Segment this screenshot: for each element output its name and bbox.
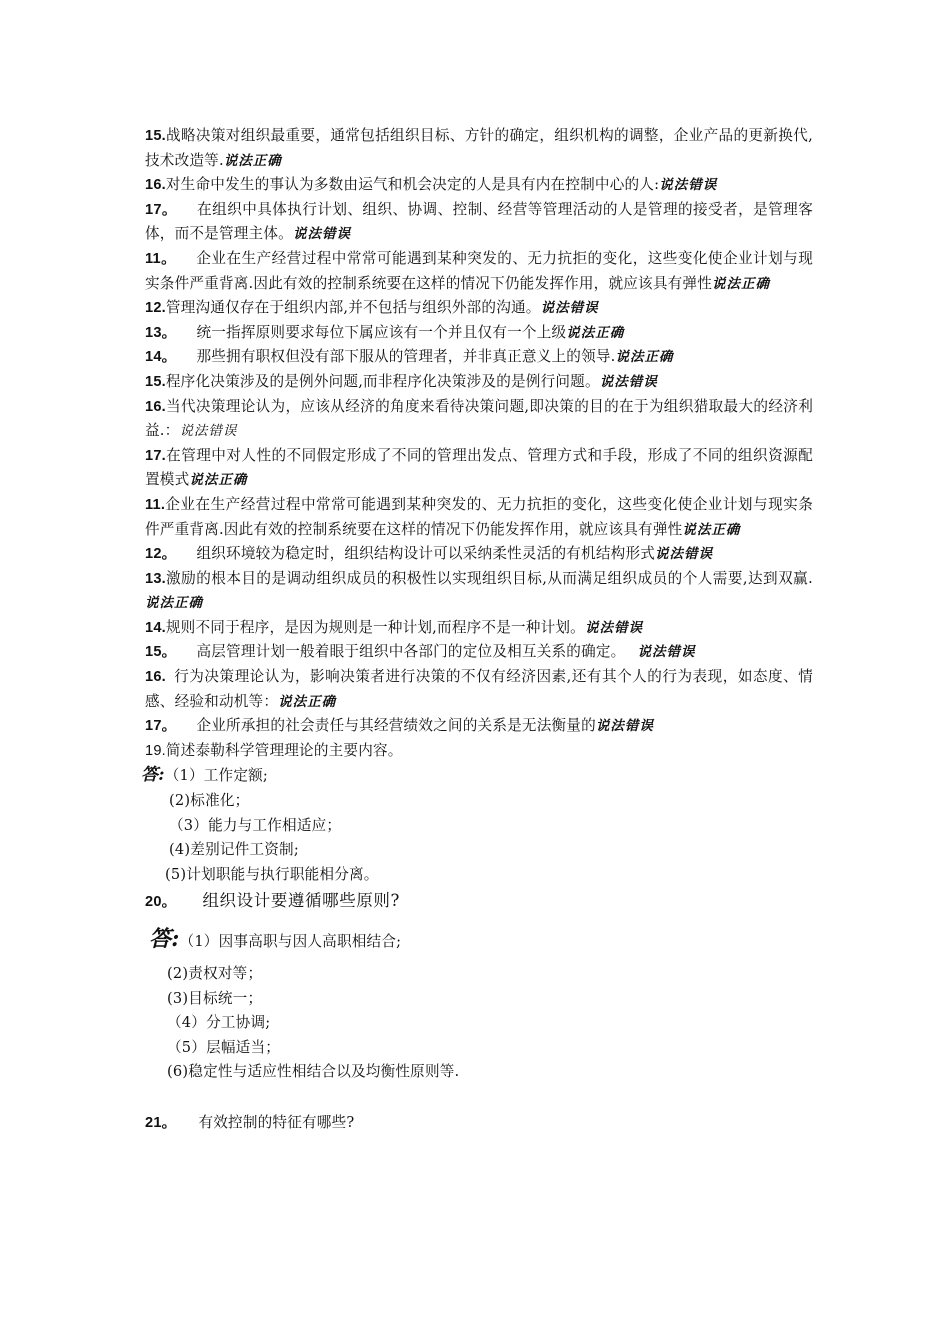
item-number: 17。 — [145, 201, 177, 218]
answer-line — [167, 1036, 813, 1061]
answer-point: (2)责权对等； — [167, 965, 263, 982]
statement-item — [145, 567, 813, 616]
answer-mark: 答: — [149, 926, 180, 952]
answer-line — [167, 1060, 813, 1085]
statement-text: 在组织中具体执行计划、组织、协调、控制、经营等管理活动的人是管理的接受者，是管理客体，而不是管理主体。 — [145, 200, 813, 243]
item-number: 13。 — [145, 324, 177, 341]
item-number: 16. — [145, 669, 166, 686]
statement-text: 那些拥有职权但没有部下服从的管理者，并非真正意义上的领导. — [196, 348, 616, 366]
answer-line — [149, 925, 813, 956]
answer-line — [169, 838, 813, 863]
statement-text: 当代决策理论认为，应该从经济的角度来看待决策问题,即决策的目的在于为组织猎取最大的经济利益.： — [145, 397, 813, 440]
verdict-label: 说法正确 — [682, 521, 741, 538]
question-19 — [145, 739, 813, 764]
statement-text: 高层管理计划一般着眼于组织中各部门的定位及相互关系的确定。 — [196, 643, 626, 661]
statement-text: 企业在生产经营过程中常常可能遇到某种突发的、无力抗拒的变化，这些变化使企业计划与现实条件严重背离.因此有效的控制系统要在这样的情况下仍能发挥作用，就应该具有弹性 — [145, 495, 813, 538]
statement-text: 企业所承担的社会责任与其经营绩效之间的关系是无法衡量的 — [196, 717, 596, 735]
statement-text: 对生命中发生的事认为多数由运气和机会决定的人是具有内在控制中心的人: — [165, 176, 660, 194]
verdict-label: 说法正确 — [278, 693, 337, 710]
answer-line — [167, 962, 813, 987]
verdict-label: 说法错误 — [637, 644, 696, 661]
answer-point: （5）层幅适当； — [167, 1038, 281, 1056]
item-number: 15。 — [145, 644, 177, 661]
statement-text: 在管理中对人性的不同假定形成了不同的管理出发点、管理方式和手段，形成了不同的组织资源配置模式 — [145, 446, 813, 489]
verdict-label: 说法正确 — [223, 152, 282, 169]
verdict-label: 说法正确 — [145, 595, 203, 612]
answer-line — [167, 987, 813, 1012]
verdict-label: 说法正确 — [566, 324, 625, 341]
item-number: 15. — [145, 128, 166, 144]
answer-line — [165, 863, 813, 888]
item-number: 14. — [145, 619, 166, 636]
statement-text: 行为决策理论认为，影响决策者进行决策的不仅有经济因素,还有其个人的行为表现，如态度、情感、经验和动机等： — [145, 668, 813, 710]
item-number: 17. — [145, 447, 166, 464]
answer-point: (4)差别记件工资制; — [169, 841, 299, 859]
item-number: 13. — [145, 570, 166, 587]
question-text: 组织设计要遵循哪些原则? — [202, 891, 400, 911]
answer-point: (3)目标统一； — [167, 989, 263, 1007]
statement-item — [145, 370, 813, 395]
statement-text: 程序化决策涉及的是例外问题,而非程序化决策涉及的是例行问题。 — [165, 372, 600, 390]
statement-text: 统一指挥原则要求每位下属应该有一个并且仅有一个上级 — [196, 323, 567, 341]
statement-item — [145, 247, 813, 296]
statement-item — [145, 124, 813, 173]
item-number: 11. — [145, 496, 166, 513]
statement-item — [145, 542, 813, 567]
item-number: 12。 — [145, 546, 177, 563]
answer-line — [169, 789, 813, 814]
statement-item — [145, 665, 813, 714]
verdict-label: 说法正确 — [615, 349, 674, 366]
statement-text: 管理沟通仅存在于组织内部,并不包括与组织外部的沟通。 — [165, 299, 541, 317]
statement-text: 企业在生产经营过程中常常可能遇到某种突发的、无力抗拒的变化，这些变化使企业计划与现实条件严重背离.因此有效的控制系统要在这样的情况下仍能发挥作用，就应该具有弹性 — [145, 249, 813, 292]
question-text: 简述泰勒科学管理理论的主要内容。 — [165, 741, 403, 759]
statement-text: 激励的根本目的是调动组织成员的积极性以实现组织目标,从而满足组织成员的个人需要,达到双赢. — [165, 569, 813, 587]
question-text: 有效控制的特征有哪些? — [198, 1113, 355, 1131]
item-number: 14。 — [145, 349, 177, 366]
question-20 — [145, 889, 813, 915]
answer-point: (2)标准化； — [169, 792, 250, 810]
statement-item — [145, 444, 813, 493]
item-number: 17。 — [145, 718, 177, 735]
answer-point: （1）因事高职与因人高职相结合; — [179, 933, 402, 950]
answer-point: （1）工作定额; — [164, 767, 269, 785]
statement-text: 战略决策对组织最重要，通常包括组织目标、方针的确定，组织机构的调整，企业产品的更新换代,技术改造等. — [145, 127, 813, 169]
question-21 — [145, 1111, 813, 1136]
verdict-label: 说法错误 — [179, 423, 238, 440]
answer-point: (5)计划职能与执行职能相分离。 — [165, 865, 379, 883]
verdict-label: 说法错误 — [584, 619, 643, 636]
statement-item — [145, 296, 813, 321]
question-number: 19. — [145, 742, 166, 759]
answer-line — [169, 814, 813, 839]
answer-mark: 答: — [141, 765, 165, 786]
document-body — [141, 124, 813, 1136]
verdict-label: 说法错误 — [595, 718, 654, 735]
statement-item — [145, 395, 813, 444]
answer-point: （3）能力与工作相适应； — [169, 816, 342, 834]
item-number: 16. — [145, 398, 166, 415]
verdict-label: 说法错误 — [599, 373, 658, 390]
item-number: 15. — [145, 373, 166, 390]
statement-text: 组织环境较为稳定时，组织结构设计可以采纳柔性灵活的有机结构形式 — [196, 545, 656, 563]
item-number: 12. — [145, 300, 166, 317]
verdict-label: 说法错误 — [540, 300, 599, 317]
answer-point: （4）分工协调; — [167, 1014, 271, 1032]
statement-item — [145, 173, 813, 198]
question-number: 21。 — [145, 1114, 177, 1131]
answer-point: (6)稳定性与适应性相结合以及均衡性原则等. — [167, 1063, 460, 1081]
answer-line — [167, 1011, 813, 1036]
verdict-label: 说法错误 — [659, 177, 718, 194]
answer-line — [141, 763, 813, 789]
statement-text: 规则不同于程序，是因为规则是一种计划,而程序不是一种计划。 — [165, 618, 585, 636]
statement-item — [145, 345, 813, 370]
verdict-label: 说法正确 — [189, 472, 248, 489]
statement-item — [145, 493, 813, 542]
verdict-label: 说法错误 — [655, 546, 714, 563]
statement-item — [145, 640, 813, 665]
verdict-label: 说法错误 — [292, 226, 351, 243]
item-number: 11。 — [145, 250, 177, 267]
statement-item — [145, 321, 813, 346]
item-number: 16. — [145, 177, 166, 194]
statement-item — [145, 198, 813, 247]
question-number: 20。 — [145, 894, 177, 911]
verdict-label: 说法正确 — [712, 275, 771, 292]
statement-item — [145, 616, 813, 641]
statement-item — [145, 714, 813, 739]
